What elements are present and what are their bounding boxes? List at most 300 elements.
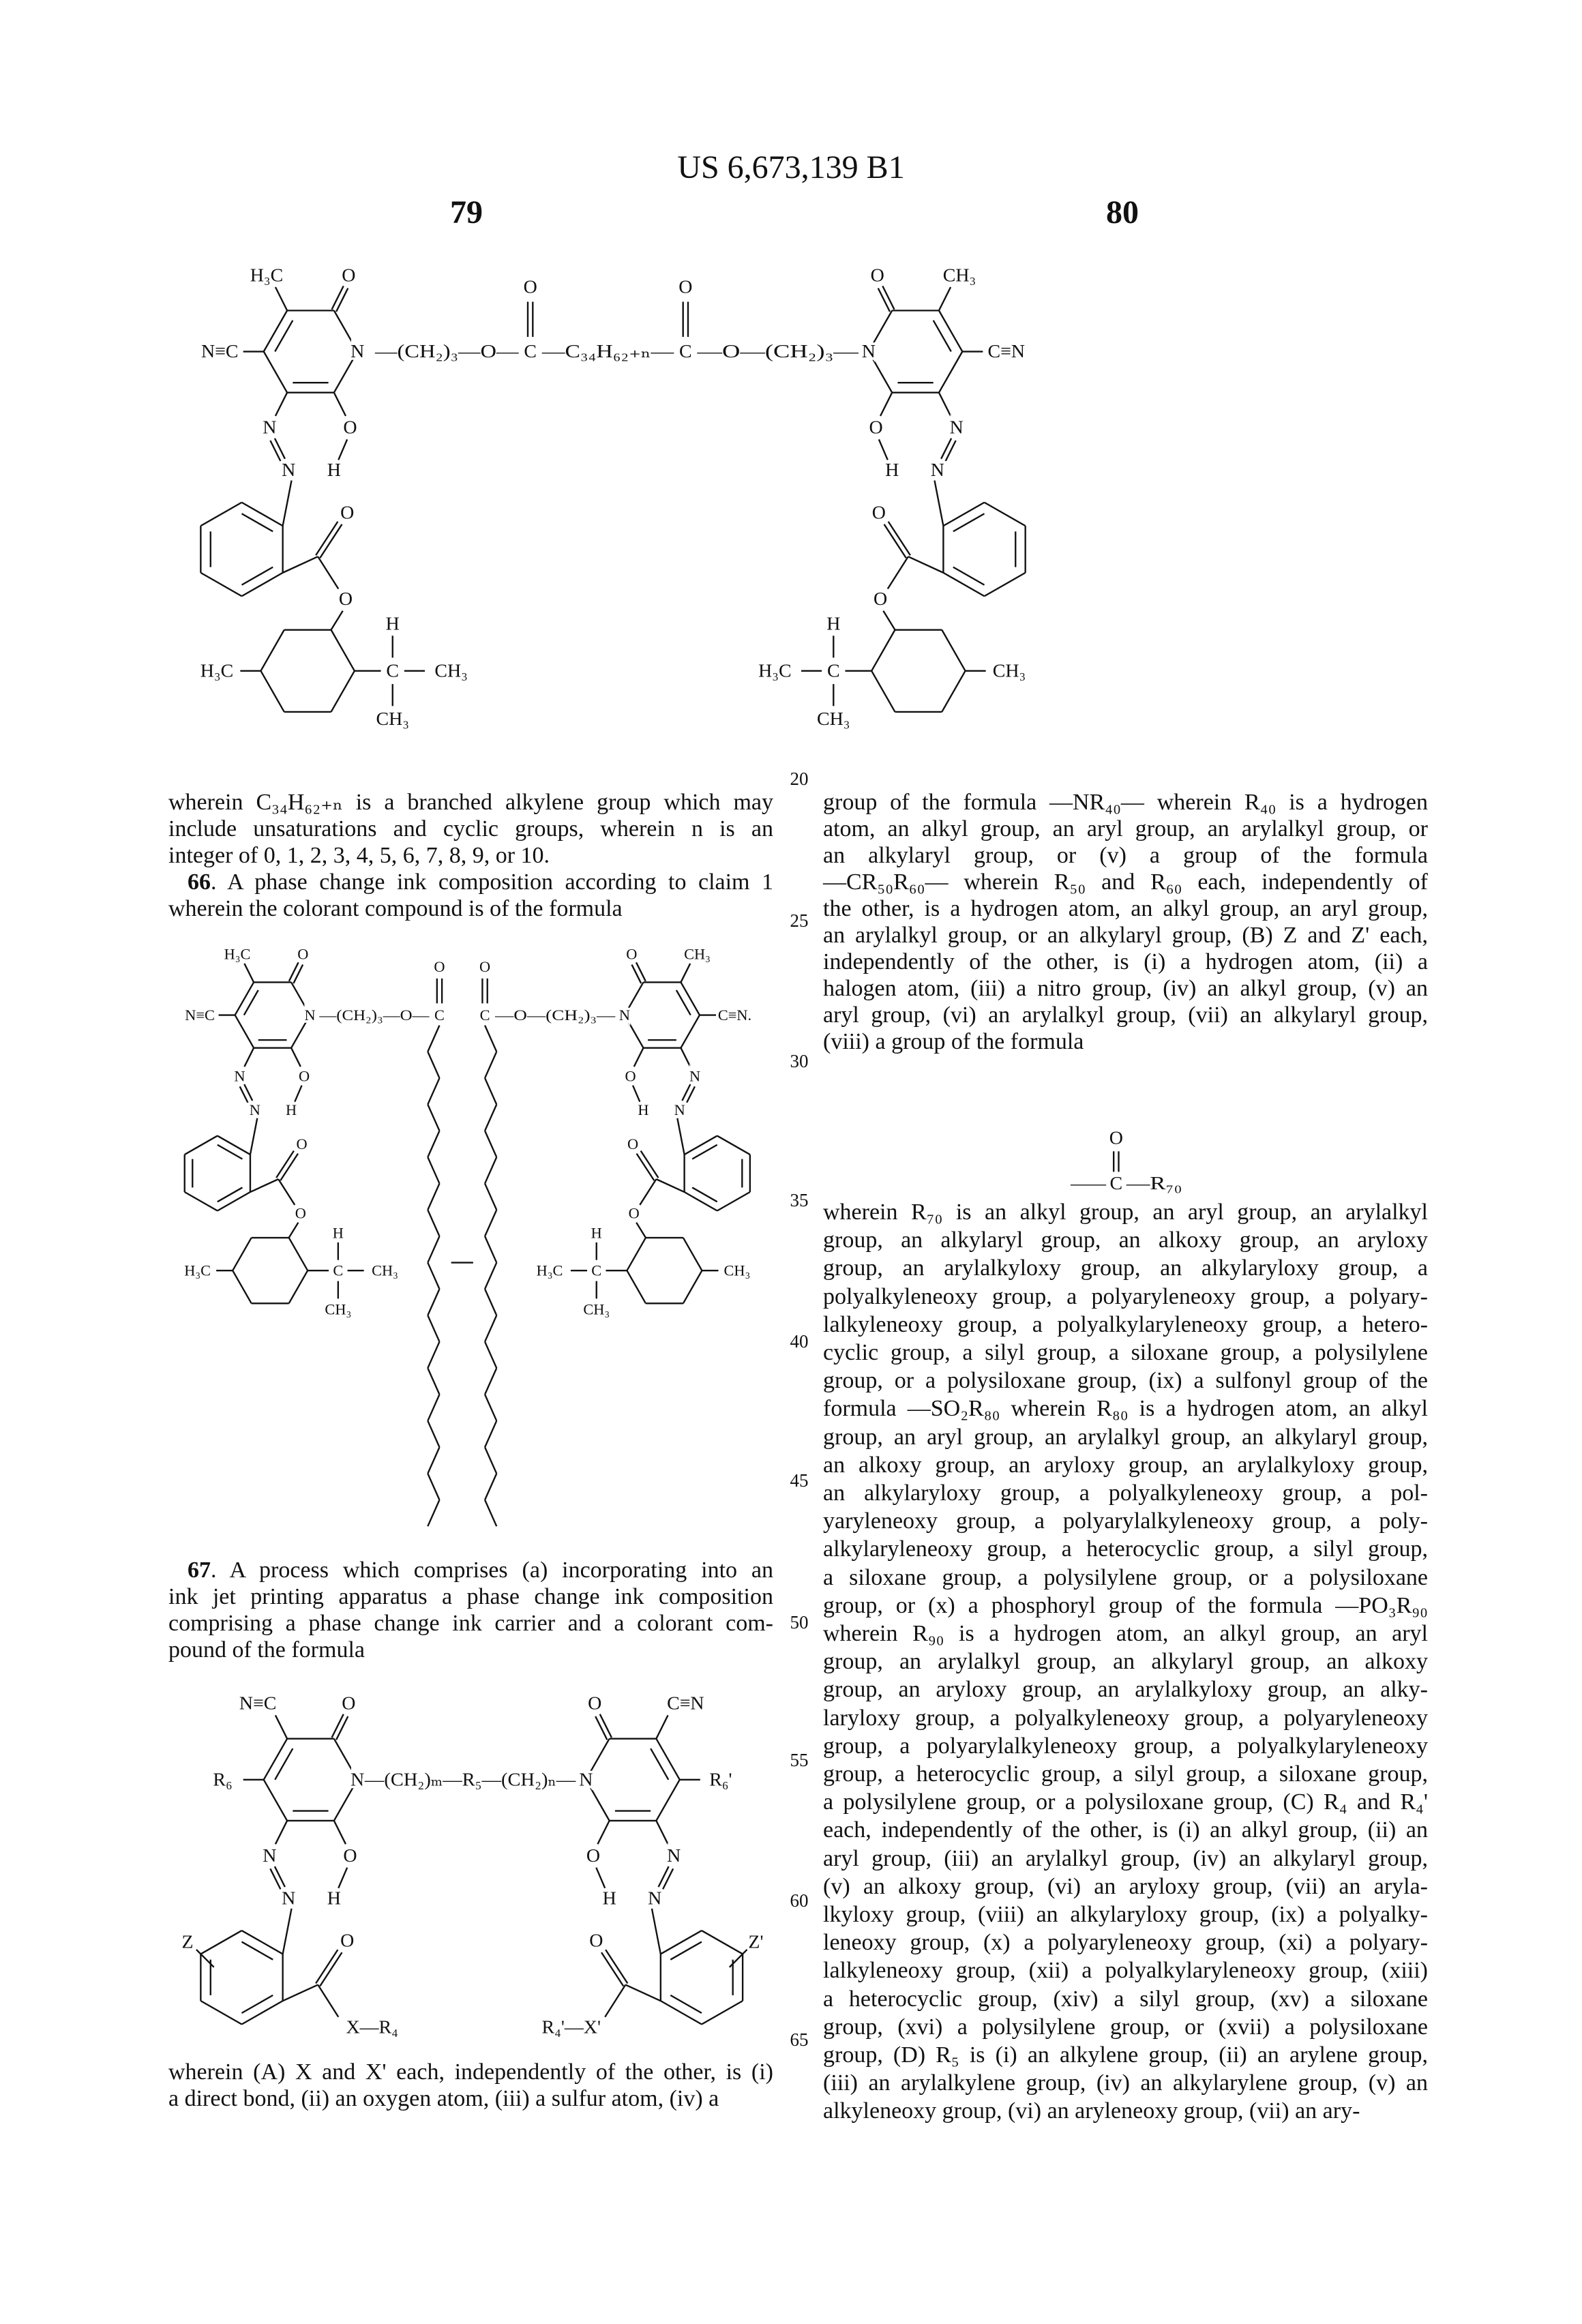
- bond: [291, 982, 310, 1015]
- paragraph-line: —CR₅₀R₆₀— wherein R₅₀ and R₆₀ each, independently of: [823, 869, 1428, 896]
- bond: [428, 1368, 439, 1395]
- atom-label: N: [305, 1007, 316, 1024]
- bond: [275, 287, 287, 310]
- linker-text: —(CH₂)ₘ—R₅—(CH₂)ₙ—: [364, 1769, 576, 1790]
- atom-label: C≡N: [987, 341, 1025, 362]
- bond: [428, 1342, 439, 1369]
- atom-label: CH₃: [817, 709, 850, 730]
- bond: [681, 964, 690, 982]
- atom-label: O: [871, 265, 884, 286]
- bond: [640, 1179, 656, 1205]
- bond-dash: —: [1069, 1173, 1107, 1194]
- paragraph-line: lalkyleneoxy group, a polyalkylaryleneoxy group, a hetero-: [823, 1311, 1428, 1339]
- bond: [586, 1780, 609, 1821]
- atom-label: H: [826, 614, 840, 635]
- paragraph-line: group, an aryloxy group, an arylalkyloxy group, an alky-: [823, 1676, 1428, 1703]
- line-number: 40: [784, 1332, 814, 1351]
- bond: [651, 1748, 668, 1780]
- s2-right-unit: [537, 946, 752, 1318]
- atom-label: O: [629, 1204, 640, 1221]
- bond: [428, 1157, 439, 1184]
- bond: [428, 1078, 439, 1105]
- bond: [275, 321, 293, 352]
- bond: [934, 321, 951, 352]
- bond: [485, 1315, 496, 1342]
- bond: [656, 1739, 679, 1780]
- line-number: 50: [784, 1613, 814, 1632]
- paragraph-line: independently of the other, is (i) a hydrogen atom, (ii) a: [823, 949, 1428, 976]
- paragraph-line: laryloxy group, a polyalkyleneoxy group, a polyaryleneoxy: [823, 1705, 1428, 1732]
- atom-label: O: [340, 502, 354, 523]
- bond: [627, 1238, 645, 1270]
- atom-label: O: [479, 958, 490, 975]
- bond: [338, 1868, 347, 1888]
- double-bond: [882, 286, 894, 309]
- bond: [283, 481, 292, 526]
- bond: [242, 567, 273, 585]
- atom-label: H₃C: [537, 1262, 563, 1279]
- line-number: 30: [784, 1052, 814, 1071]
- bond: [428, 1289, 439, 1315]
- atom-label: R₆': [709, 1769, 732, 1790]
- atom-label: O: [340, 1931, 354, 1952]
- atom-label: H: [327, 460, 341, 481]
- double-bond: [884, 524, 906, 558]
- linker-text: —(CH₂)₃—O—: [374, 341, 520, 362]
- atom-label: H: [327, 1888, 341, 1909]
- bond: [242, 503, 283, 526]
- bond: [942, 671, 965, 712]
- atom-label: C: [591, 1262, 601, 1279]
- double-bond: [637, 1154, 655, 1181]
- line-number: 35: [784, 1191, 814, 1210]
- bond: [244, 964, 254, 982]
- atom-label: O: [343, 417, 357, 438]
- bond: [939, 310, 962, 351]
- double-bond: [663, 1868, 673, 1889]
- bond: [242, 1995, 273, 2013]
- bond: [908, 556, 944, 573]
- atom-label: Z': [748, 1932, 763, 1953]
- bond: [235, 1015, 254, 1048]
- bond: [428, 1263, 439, 1290]
- paragraph-line: group of the formula —NR₄₀— wherein R₄₀ is a hydrogen: [823, 789, 1428, 816]
- bond: [428, 1500, 439, 1527]
- s1-right-unit: [758, 265, 1026, 730]
- double-bond: [270, 1868, 280, 1889]
- double-bond: [941, 438, 951, 459]
- atom-label: C: [434, 1007, 445, 1024]
- double-bond: [889, 522, 910, 555]
- double-bond: [244, 1084, 252, 1101]
- bond: [242, 1931, 283, 1954]
- s2-left-unit: [184, 946, 398, 1318]
- bond: [485, 1131, 496, 1157]
- atom-label: H: [638, 1101, 648, 1118]
- atom-label: CH₃: [943, 265, 976, 286]
- atom-label: CH₃: [434, 660, 468, 681]
- paragraph-line: group, (D) R₅ is (i) an alkylene group, (ii) an arylene group,: [823, 2042, 1428, 2069]
- bond: [670, 1942, 702, 1960]
- atom-label: O: [589, 1931, 603, 1952]
- paragraph-line: group, an aryl group, an arylalkyl group, an alkylaryl group,: [823, 1424, 1428, 1451]
- bond: [485, 1236, 496, 1263]
- atom-label: O: [1109, 1127, 1123, 1148]
- bond: [683, 1270, 702, 1303]
- bond: [338, 439, 347, 460]
- bond: [485, 1052, 496, 1078]
- paragraph-line: alkyleneoxy group, (vi) an aryleneoxy group, (vii) an ary-: [823, 2098, 1428, 2125]
- double-bond: [595, 1716, 607, 1740]
- atom-label: H₃C: [184, 1262, 211, 1279]
- atom-label: N: [648, 1888, 661, 1909]
- bond: [334, 1780, 357, 1821]
- bond: [289, 1238, 308, 1270]
- bond: [939, 352, 962, 393]
- bond: [485, 1210, 496, 1236]
- paragraph-line: lkyloxy group, (viii) an alkylaryloxy group, (ix) a polyalky-: [823, 1901, 1428, 1928]
- linker-text: —O—(CH₂)₃—: [494, 1007, 616, 1024]
- double-bond: [289, 962, 299, 981]
- atom-label: C: [827, 660, 840, 681]
- atom-label: H: [885, 460, 899, 481]
- paragraph-line: an arylalkyl group, or an alkylaryl group, (B) Z and Z' each,: [823, 922, 1428, 949]
- double-bond: [878, 288, 890, 312]
- bond: [289, 1223, 299, 1238]
- atom-label: N: [282, 460, 295, 481]
- paragraph-line: a direct bond, (ii) an oxygen atom, (iii) a sulfur atom, (iv) a: [168, 2085, 773, 2113]
- paragraph-line: group, a polyarylalkyleneoxy group, a polyalkylaryleneoxy: [823, 1733, 1428, 1760]
- paragraph-line: each, independently of the other, is (i) an alkyl group, (ii) an: [823, 1817, 1428, 1844]
- atom-label: CH₃: [372, 1262, 398, 1279]
- paragraph-line: group, or a polysiloxane group, (ix) a sulfonyl group of the: [823, 1367, 1428, 1395]
- double-bond: [270, 441, 280, 461]
- paragraph-line: cyclic group, a silyl group, a siloxane group, a polysilylene: [823, 1339, 1428, 1367]
- bond: [730, 1950, 747, 1967]
- bond: [634, 1048, 644, 1067]
- claim-number: 67: [188, 1558, 211, 1583]
- atom-label: H₃C: [200, 660, 234, 681]
- bond: [218, 1136, 250, 1154]
- bond: [625, 982, 643, 1015]
- bond: [318, 1985, 338, 2017]
- atom-label: C: [679, 341, 692, 362]
- s2-linker: [318, 958, 616, 1526]
- claim-67-line: pound of the formula: [168, 1637, 773, 1664]
- bond: [879, 439, 888, 460]
- bond: [428, 1236, 439, 1263]
- bond: [485, 1395, 496, 1421]
- double-bond: [275, 1866, 285, 1887]
- double-bond: [276, 1151, 294, 1178]
- claim-text: . A phase change ink composition according to claim 1: [211, 869, 773, 895]
- bond: [331, 611, 343, 630]
- bond: [428, 1184, 439, 1210]
- bond: [656, 1179, 684, 1192]
- bond: [218, 1187, 243, 1202]
- atom-label: N≡C: [185, 1007, 215, 1024]
- bond: [717, 1136, 750, 1154]
- bond: [244, 1048, 254, 1067]
- atom-label: N: [350, 341, 364, 362]
- bond: [661, 1931, 702, 1954]
- atom-label: N: [931, 460, 944, 481]
- bond: [939, 287, 951, 310]
- paragraph-line: wherein (A) X and X' each, independently of the other, is (i): [168, 2059, 773, 2086]
- bond: [953, 567, 985, 585]
- paragraph-line: lalkyleneoxy group, (xii) a polyalkylaryleneoxy group, (xiii): [823, 1957, 1428, 1984]
- paragraph-line: (iii) an arylalkylene group, (iv) an alkylarylene group, (v) an: [823, 2070, 1428, 2097]
- atom-label: N: [667, 1845, 681, 1866]
- bond: [943, 503, 984, 526]
- bond: [260, 671, 284, 712]
- bond: [334, 1739, 357, 1780]
- s3-linker: [364, 1769, 576, 1790]
- paragraph-line: group, (xvi) a polysilylene group, or (xvii) a polysiloxane: [823, 2014, 1428, 2041]
- bond: [233, 1270, 251, 1303]
- bond: [275, 1715, 287, 1738]
- bond: [888, 556, 908, 589]
- bond: [218, 1145, 243, 1159]
- atom-label: O: [434, 958, 445, 975]
- bond: [233, 1238, 251, 1270]
- atom-label: N: [250, 1101, 260, 1118]
- bond: [869, 310, 892, 351]
- paragraph-line: polyalkyleneoxy group, a polyaryleneoxy group, a polyary-: [823, 1283, 1428, 1311]
- atom-label: O: [872, 502, 886, 523]
- double-bond: [316, 1950, 338, 1983]
- bond: [200, 503, 241, 526]
- atom-label: O: [299, 1067, 310, 1084]
- bond: [625, 1985, 661, 2001]
- atom-label: O: [343, 1845, 357, 1866]
- bond: [218, 1192, 250, 1210]
- atom-label: N: [862, 341, 876, 362]
- s3-right-unit: [542, 1693, 764, 2038]
- atom-label: CH₃: [684, 946, 711, 963]
- bond: [605, 1985, 625, 2017]
- bond: [485, 1289, 496, 1315]
- atom-label: N: [619, 1007, 630, 1024]
- bond: [485, 1078, 496, 1105]
- paragraph-line: atom, an alkyl group, an aryl group, an arylalkyl group, or: [823, 816, 1428, 843]
- bond: [677, 1118, 684, 1154]
- claim-67-line: comprising a phase change ink carrier and a colorant com-: [168, 1610, 773, 1637]
- double-bond: [641, 1151, 659, 1178]
- bond: [291, 1015, 310, 1048]
- paragraph-line: wherein C₃₄H₆₂₊ₙ is a branched alkylene group which may: [168, 789, 773, 816]
- patent-number: US 6,673,139 B1: [0, 151, 1582, 184]
- bond: [880, 393, 892, 416]
- bond: [264, 310, 287, 351]
- bond: [485, 1447, 496, 1474]
- bond: [485, 1500, 496, 1527]
- bond: [428, 1315, 439, 1342]
- paragraph-line: group, an arylalkyl group, an alkylaryl group, an alkoxy: [823, 1648, 1428, 1675]
- bond: [485, 1026, 496, 1052]
- double-bond: [636, 962, 646, 981]
- bond: [295, 1086, 301, 1102]
- bond: [334, 1821, 346, 1844]
- bond: [627, 1270, 645, 1303]
- atom-label: N: [234, 1067, 245, 1084]
- atom-label: C≡N.: [718, 1007, 751, 1024]
- paragraph-line: (v) an alkoxy group, (vi) an aryloxy group, (vii) an aryla-: [823, 1873, 1428, 1901]
- atom-label: O: [342, 265, 355, 286]
- paragraph-line: alkylaryleneoxy group, a heterocyclic group, a silyl group,: [823, 1536, 1428, 1563]
- paragraph-line: leneoxy group, (x) a polyaryleneoxy group, (xi) a polyary-: [823, 1929, 1428, 1956]
- line-number: 25: [784, 912, 814, 930]
- atom-label: N≡C: [201, 341, 239, 362]
- bond: [661, 2001, 702, 2024]
- bond: [260, 630, 284, 671]
- paragraph-line: aryl group, (vi) an arylalkyl group, (vii) an alkylaryl group,: [823, 1002, 1428, 1029]
- bond: [428, 1447, 439, 1474]
- bond: [656, 1715, 668, 1738]
- paragraph-line: halogen atom, (iii) a nitro group, (iv) an alkyl group, (v) an: [823, 975, 1428, 1002]
- bond: [331, 630, 355, 671]
- paragraph-line: an alkoxy group, an aryloxy group, an arylalkyloxy group,: [823, 1452, 1428, 1479]
- paragraph-line: the other, is a hydrogen atom, an alkyl group, an aryl group,: [823, 895, 1428, 923]
- paragraph-line: integer of 0, 1, 2, 3, 4, 5, 6, 7, 8, 9, or 10.: [168, 842, 773, 869]
- bond: [242, 2001, 283, 2024]
- paragraph-line: an alkylaryl group, or (v) a group of the formula: [823, 842, 1428, 869]
- bond: [586, 1739, 609, 1780]
- bond: [278, 1179, 295, 1205]
- paragraph-line: group, an alkylaryl group, an alkoxy group, an aryloxy: [823, 1227, 1428, 1254]
- atom-label: C: [1110, 1173, 1123, 1194]
- paragraph-line: wherein R₉₀ is a hydrogen atom, an alkyl group, an aryl: [823, 1620, 1428, 1648]
- atom-label: O: [588, 1693, 601, 1714]
- bond: [702, 2001, 743, 2024]
- bond: [283, 1985, 318, 2001]
- double-bond: [332, 1714, 344, 1738]
- bond: [685, 1192, 717, 1210]
- atom-label: O: [626, 946, 637, 963]
- bond: [275, 1821, 287, 1844]
- bond: [883, 611, 895, 630]
- bond: [939, 393, 951, 416]
- bond: [200, 1931, 241, 1954]
- s3-left-unit: [182, 1693, 398, 2038]
- atom-label: O: [627, 1135, 638, 1152]
- bond: [692, 1187, 717, 1202]
- bond: [428, 1105, 439, 1131]
- bond: [485, 1342, 496, 1369]
- bond: [596, 1868, 605, 1888]
- atom-label: N≡C: [239, 1693, 277, 1714]
- bond: [196, 1950, 214, 1967]
- line-number: 60: [784, 1892, 814, 1910]
- bond: [428, 1052, 439, 1078]
- atom-label: CH₃: [376, 709, 409, 730]
- double-bond: [332, 286, 344, 309]
- bond: [871, 671, 895, 712]
- bond: [428, 1474, 439, 1500]
- double-bond: [293, 965, 303, 983]
- paragraph-line: wherein R₇₀ is an alkyl group, an aryl group, an arylalkyl: [823, 1199, 1428, 1226]
- atom-label: C: [386, 660, 399, 681]
- atom-label: N: [674, 1101, 685, 1118]
- r70-formula: [1069, 1127, 1182, 1194]
- bond: [331, 671, 355, 712]
- atom-label: CH₃: [724, 1262, 751, 1279]
- bond: [242, 513, 273, 531]
- double-bond: [336, 1716, 348, 1740]
- bond: [334, 310, 357, 351]
- double-bond: [946, 441, 956, 461]
- claim-66-line: [188, 869, 773, 896]
- double-bond: [631, 965, 641, 983]
- atom-label: Z: [182, 1932, 194, 1953]
- bond: [717, 1192, 750, 1210]
- bond: [485, 1474, 496, 1500]
- bond: [485, 1184, 496, 1210]
- bond: [935, 481, 944, 526]
- bond: [334, 393, 346, 416]
- atom-label: H: [591, 1225, 602, 1242]
- line-number: 20: [784, 770, 814, 788]
- bond: [334, 352, 357, 393]
- atom-label: O: [874, 589, 887, 610]
- bond: [636, 1223, 646, 1238]
- atom-label: H: [386, 614, 400, 635]
- bond: [681, 982, 699, 1015]
- bond: [485, 1263, 496, 1290]
- atom-label: N: [282, 1888, 295, 1909]
- bond: [264, 1739, 287, 1780]
- double-bond: [316, 522, 338, 555]
- linker-text: —(CH₂)₃—O—: [318, 1007, 430, 1024]
- double-bond: [606, 1950, 627, 1983]
- bond: [485, 1421, 496, 1448]
- claim-number: 66: [188, 869, 211, 895]
- atom-label: N: [579, 1769, 593, 1790]
- bond: [428, 1421, 439, 1448]
- bond: [656, 1821, 668, 1844]
- page-number-right: 80: [1106, 196, 1139, 229]
- atom-label: R₄'—X': [542, 2016, 601, 2038]
- bond: [428, 1395, 439, 1421]
- bond: [242, 1942, 273, 1960]
- atom-label: C: [333, 1262, 343, 1279]
- atom-label: N: [263, 417, 276, 438]
- page-number-left: 79: [450, 196, 483, 229]
- atom-label: N: [689, 1067, 700, 1084]
- s1-linker: [374, 277, 859, 363]
- bond: [250, 1179, 278, 1192]
- atom-label: O: [297, 946, 308, 963]
- paragraph-line: group, an arylalkyloxy group, an alkylaryloxy group, a: [823, 1255, 1428, 1282]
- bond: [985, 503, 1026, 526]
- bond: [264, 352, 287, 393]
- bond: [250, 1118, 257, 1154]
- atom-label: N: [350, 1769, 364, 1790]
- line-number: 45: [784, 1472, 814, 1490]
- atom-label: H: [603, 1888, 616, 1909]
- paragraph-line: (viii) a group of the formula: [823, 1028, 1428, 1056]
- double-bond: [240, 1086, 248, 1103]
- bond: [200, 573, 241, 596]
- atom-label: CH₃: [583, 1300, 610, 1317]
- bond: [985, 573, 1026, 596]
- atom-label: R₆: [213, 1769, 232, 1790]
- bond: [869, 352, 892, 393]
- bond: [485, 1157, 496, 1184]
- bond: [676, 990, 691, 1015]
- bond: [242, 573, 283, 596]
- bond: [428, 1026, 439, 1052]
